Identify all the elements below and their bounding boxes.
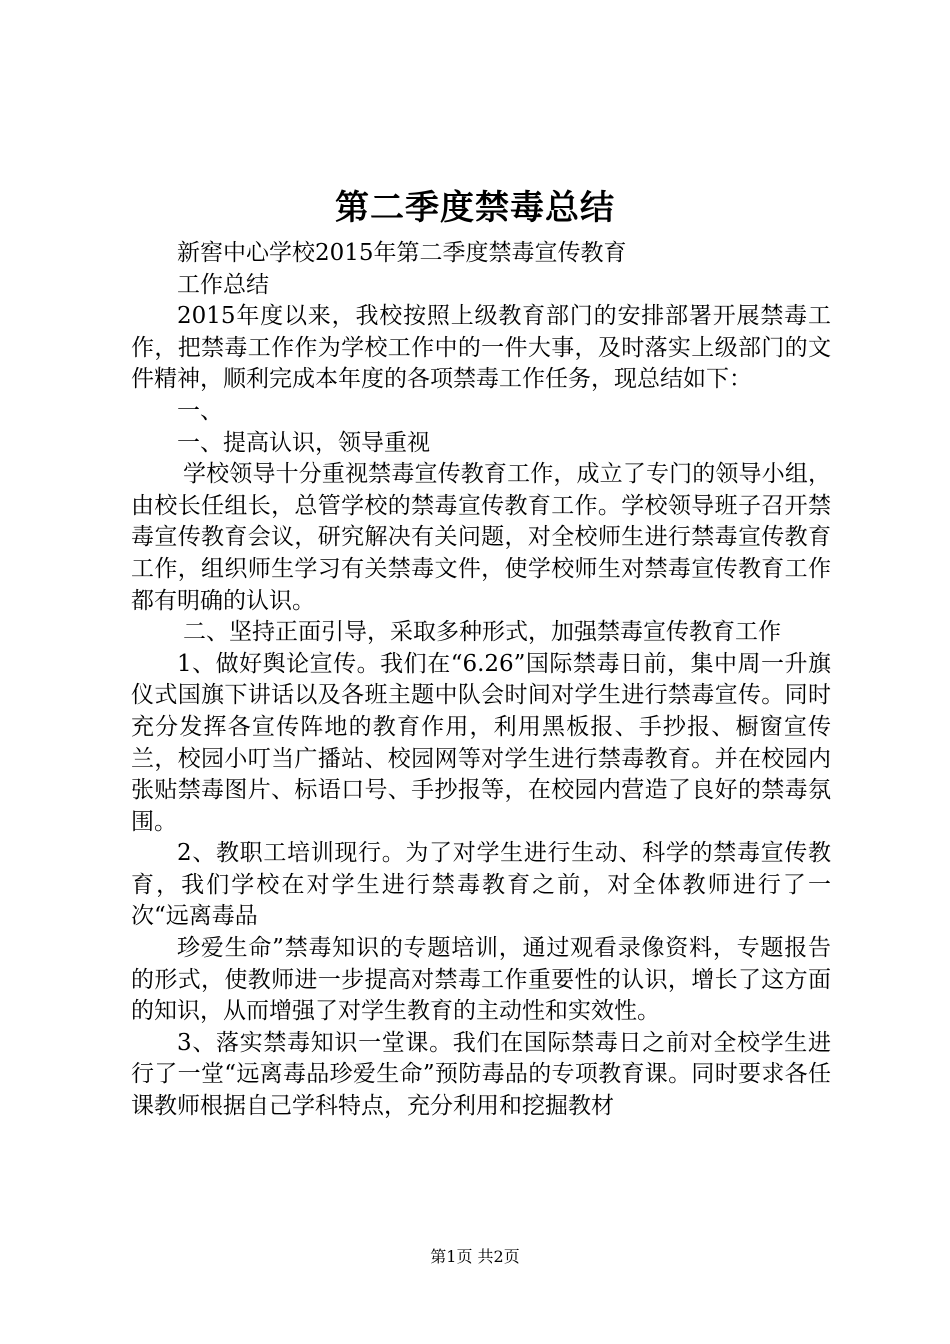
- subtitle-line-1: 新窖中心学校2015年第二季度禁毒宣传教育: [177, 240, 627, 266]
- subtitle-line-2: 工作总结: [177, 271, 269, 298]
- section-heading-1: 一、提高认识，领导重视: [177, 429, 430, 456]
- intro-paragraph: 2015年度以来，我校按照上级教育部门的安排部署开展禁毒工作，把禁毒工作作为学校工作中的一件大事，及时落实上级部门的文件精神，顺利完成本年度的各项禁毒工作任务，现总结如下：: [131, 303, 831, 393]
- paragraph-item-2-continued: 珍爱生命”禁毒知识的专题培训，通过观看录像资料，专题报告的形式，使教师进一步提高对禁毒工作重要性的认识，增长了这方面的知识，从而增强了对学生教育的主动性和实效性。: [131, 935, 831, 1025]
- document-body: [131, 238, 831, 1123]
- paragraph-item-1: 1、做好舆论宣传。我们在“6.26”国际禁毒日前，集中周一升旗仪式国旗下讲话以及各班主题中队会时间对学生进行禁毒宣传。同时充分发挥各宣传阵地的教育作用，利用黑板报、手抄报、橱窗宣传兰，校园小叮当广播站、校园网等对学生进行禁毒教育。并在校园内张贴禁毒图片、标语口号、手抄报等，在校园内营造了良好的禁毒氛围。: [131, 650, 831, 835]
- section-marker: 一、: [177, 397, 223, 424]
- section-heading-2: 二、坚持正面引导，采取多种形式，加强禁毒宣传教育工作: [183, 619, 781, 646]
- page-number: 第1页 共2页: [430, 1247, 520, 1266]
- paragraph-item-2: 2、教职工培训现行。为了对学生进行生动、科学的禁毒宣传教育，我们学校在对学生进行禁毒教育之前，对全体教师进行了一次“远离毒品: [131, 840, 831, 930]
- document-title: 第二季度禁毒总结: [335, 188, 615, 228]
- paragraph-item-3: 3、落实禁毒知识一堂课。我们在国际禁毒日之前对全校学生进行了一堂“远离毒品珍爱生命”预防毒品的专项教育课。同时要求各任课教师根据自己学科特点，充分利用和挖掘教材: [131, 1029, 831, 1120]
- paragraph-leadership: 学校领导十分重视禁毒宣传教育工作，成立了专门的领导小组，由校长任组长，总管学校的禁毒宣传教育工作。学校领导班子召开禁毒宣传教育会议，研究解决有关问题，对全校师生进行禁毒宣传教育工作，组织师生学习有关禁毒文件，使学校师生对禁毒宣传教育工作都有明确的认识。: [131, 461, 831, 614]
